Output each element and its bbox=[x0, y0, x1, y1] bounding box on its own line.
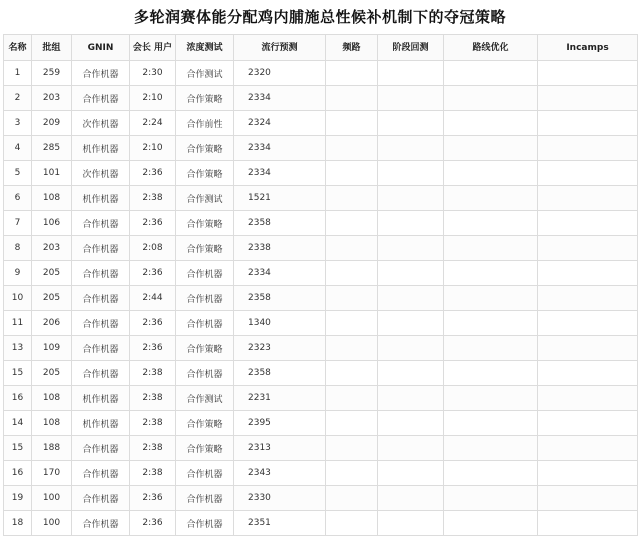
empty-cell bbox=[378, 161, 444, 186]
table-cell: 2358 bbox=[234, 211, 326, 236]
table-cell: 合作机器 bbox=[72, 511, 130, 536]
table-cell: 2:10 bbox=[130, 86, 176, 111]
table-cell: 合作机器 bbox=[72, 436, 130, 461]
table-cell: 2:30 bbox=[130, 61, 176, 86]
table-cell: 109 bbox=[32, 336, 72, 361]
table-cell: 5 bbox=[4, 161, 32, 186]
table-row bbox=[4, 261, 638, 286]
table-cell: 2:36 bbox=[130, 336, 176, 361]
table-cell: 合作机器 bbox=[72, 361, 130, 386]
empty-cell bbox=[444, 386, 538, 411]
table-row bbox=[4, 386, 638, 411]
empty-cell bbox=[326, 336, 378, 361]
table-cell: 209 bbox=[32, 111, 72, 136]
empty-cell bbox=[326, 361, 378, 386]
table-cell: 1340 bbox=[234, 311, 326, 336]
empty-cell bbox=[378, 486, 444, 511]
empty-cell bbox=[378, 311, 444, 336]
table-row bbox=[4, 186, 638, 211]
column-header: 流行预测 bbox=[234, 35, 326, 61]
table-row bbox=[4, 336, 638, 361]
table-cell: 106 bbox=[32, 211, 72, 236]
table-cell: 合作机器 bbox=[176, 511, 234, 536]
table-cell: 2334 bbox=[234, 161, 326, 186]
table-cell: 合作机器 bbox=[72, 61, 130, 86]
table-cell: 2:38 bbox=[130, 361, 176, 386]
empty-cell bbox=[326, 261, 378, 286]
table-cell: 合作机器 bbox=[72, 211, 130, 236]
table-cell: 2343 bbox=[234, 461, 326, 486]
column-header: 浓度测试 bbox=[176, 35, 234, 61]
empty-cell bbox=[378, 511, 444, 536]
table-cell: 2:36 bbox=[130, 261, 176, 286]
empty-cell bbox=[378, 386, 444, 411]
column-header: 阶段回测 bbox=[378, 35, 444, 61]
empty-cell bbox=[538, 386, 638, 411]
table-cell: 合作前性 bbox=[176, 111, 234, 136]
table-cell: 203 bbox=[32, 86, 72, 111]
empty-cell bbox=[378, 136, 444, 161]
table-cell: 100 bbox=[32, 486, 72, 511]
table-cell: 2:38 bbox=[130, 386, 176, 411]
empty-cell bbox=[538, 261, 638, 286]
table-cell: 285 bbox=[32, 136, 72, 161]
empty-cell bbox=[326, 61, 378, 86]
empty-cell bbox=[326, 186, 378, 211]
table-header bbox=[4, 35, 638, 61]
table-cell: 2 bbox=[4, 86, 32, 111]
table-cell: 7 bbox=[4, 211, 32, 236]
table-cell: 100 bbox=[32, 511, 72, 536]
table-cell: 2231 bbox=[234, 386, 326, 411]
table-cell: 4 bbox=[4, 136, 32, 161]
table-cell: 合作策略 bbox=[176, 211, 234, 236]
table-cell: 2324 bbox=[234, 111, 326, 136]
empty-cell bbox=[444, 311, 538, 336]
empty-cell bbox=[326, 311, 378, 336]
table-cell: 合作机器 bbox=[72, 336, 130, 361]
table-cell: 2:38 bbox=[130, 461, 176, 486]
empty-cell bbox=[538, 186, 638, 211]
table-cell: 2395 bbox=[234, 411, 326, 436]
table-cell: 188 bbox=[32, 436, 72, 461]
header-row bbox=[4, 35, 638, 61]
empty-cell bbox=[538, 361, 638, 386]
table-cell: 2:36 bbox=[130, 511, 176, 536]
table-cell: 合作策略 bbox=[176, 161, 234, 186]
table-cell: 机作机器 bbox=[72, 136, 130, 161]
column-header: 频路 bbox=[326, 35, 378, 61]
empty-cell bbox=[538, 311, 638, 336]
empty-cell bbox=[538, 461, 638, 486]
table-cell: 1 bbox=[4, 61, 32, 86]
column-header: Incamps bbox=[538, 35, 638, 61]
table-cell: 170 bbox=[32, 461, 72, 486]
empty-cell bbox=[538, 236, 638, 261]
empty-cell bbox=[538, 411, 638, 436]
table-cell: 合作机器 bbox=[72, 311, 130, 336]
table-cell: 101 bbox=[32, 161, 72, 186]
table-cell: 合作机器 bbox=[72, 236, 130, 261]
table-cell: 2:36 bbox=[130, 211, 176, 236]
empty-cell bbox=[326, 436, 378, 461]
empty-cell bbox=[326, 411, 378, 436]
empty-cell bbox=[444, 161, 538, 186]
table-cell: 2358 bbox=[234, 286, 326, 311]
empty-cell bbox=[444, 111, 538, 136]
table-cell: 机作机器 bbox=[72, 186, 130, 211]
empty-cell bbox=[326, 236, 378, 261]
empty-cell bbox=[326, 511, 378, 536]
table-cell: 合作机器 bbox=[72, 86, 130, 111]
table-row bbox=[4, 361, 638, 386]
table-cell: 14 bbox=[4, 411, 32, 436]
table-cell: 8 bbox=[4, 236, 32, 261]
empty-cell bbox=[444, 261, 538, 286]
empty-cell bbox=[378, 411, 444, 436]
empty-cell bbox=[378, 286, 444, 311]
empty-cell bbox=[326, 286, 378, 311]
empty-cell bbox=[326, 136, 378, 161]
table-cell: 合作机器 bbox=[72, 461, 130, 486]
table-cell: 10 bbox=[4, 286, 32, 311]
empty-cell bbox=[444, 411, 538, 436]
table-cell: 2:38 bbox=[130, 436, 176, 461]
table-cell: 次作机器 bbox=[72, 161, 130, 186]
empty-cell bbox=[378, 336, 444, 361]
empty-cell bbox=[538, 486, 638, 511]
empty-cell bbox=[444, 236, 538, 261]
empty-cell bbox=[538, 111, 638, 136]
table-cell: 2338 bbox=[234, 236, 326, 261]
empty-cell bbox=[538, 511, 638, 536]
table-row bbox=[4, 486, 638, 511]
empty-cell bbox=[538, 336, 638, 361]
table-cell: 2:36 bbox=[130, 486, 176, 511]
empty-cell bbox=[444, 86, 538, 111]
table-cell: 2351 bbox=[234, 511, 326, 536]
column-header: 批组 bbox=[32, 35, 72, 61]
table-cell: 11 bbox=[4, 311, 32, 336]
table-cell: 108 bbox=[32, 411, 72, 436]
table-cell: 2358 bbox=[234, 361, 326, 386]
table-body bbox=[4, 61, 638, 536]
empty-cell bbox=[444, 361, 538, 386]
strategy-table-container bbox=[3, 34, 637, 536]
table-cell: 合作机器 bbox=[176, 461, 234, 486]
empty-cell bbox=[378, 186, 444, 211]
strategy-table bbox=[3, 34, 638, 536]
table-cell: 16 bbox=[4, 461, 32, 486]
empty-cell bbox=[538, 286, 638, 311]
table-cell: 13 bbox=[4, 336, 32, 361]
empty-cell bbox=[444, 211, 538, 236]
table-cell: 合作策略 bbox=[176, 436, 234, 461]
table-row bbox=[4, 61, 638, 86]
table-cell: 合作机器 bbox=[176, 486, 234, 511]
table-row bbox=[4, 111, 638, 136]
column-header: GNIN bbox=[72, 35, 130, 61]
table-cell: 15 bbox=[4, 361, 32, 386]
table-cell: 2330 bbox=[234, 486, 326, 511]
table-row bbox=[4, 411, 638, 436]
table-row bbox=[4, 211, 638, 236]
empty-cell bbox=[444, 286, 538, 311]
table-row bbox=[4, 86, 638, 111]
empty-cell bbox=[444, 486, 538, 511]
table-row bbox=[4, 136, 638, 161]
empty-cell bbox=[378, 361, 444, 386]
table-cell: 合作机器 bbox=[176, 261, 234, 286]
table-cell: 2323 bbox=[234, 336, 326, 361]
table-cell: 2:44 bbox=[130, 286, 176, 311]
table-cell: 3 bbox=[4, 111, 32, 136]
empty-cell bbox=[378, 261, 444, 286]
empty-cell bbox=[326, 86, 378, 111]
column-header: 路线优化 bbox=[444, 35, 538, 61]
empty-cell bbox=[538, 211, 638, 236]
table-cell: 2:24 bbox=[130, 111, 176, 136]
table-cell: 机作机器 bbox=[72, 386, 130, 411]
table-cell: 合作机器 bbox=[176, 311, 234, 336]
table-cell: 108 bbox=[32, 386, 72, 411]
table-cell: 18 bbox=[4, 511, 32, 536]
empty-cell bbox=[444, 336, 538, 361]
empty-cell bbox=[378, 111, 444, 136]
table-cell: 19 bbox=[4, 486, 32, 511]
table-cell: 15 bbox=[4, 436, 32, 461]
table-cell: 205 bbox=[32, 361, 72, 386]
table-row bbox=[4, 461, 638, 486]
table-cell: 合作策略 bbox=[176, 411, 234, 436]
empty-cell bbox=[326, 161, 378, 186]
table-cell: 2334 bbox=[234, 261, 326, 286]
page-title: 多轮润赛体能分配鸡内脯施总性候补机制下的夺冠策略 bbox=[133, 8, 506, 26]
empty-cell bbox=[538, 161, 638, 186]
table-row bbox=[4, 161, 638, 186]
table-row bbox=[4, 236, 638, 261]
table-cell: 2:36 bbox=[130, 311, 176, 336]
table-cell: 2320 bbox=[234, 61, 326, 86]
table-cell: 合作机器 bbox=[72, 286, 130, 311]
empty-cell bbox=[538, 61, 638, 86]
empty-cell bbox=[326, 211, 378, 236]
table-row bbox=[4, 511, 638, 536]
empty-cell bbox=[378, 236, 444, 261]
empty-cell bbox=[378, 61, 444, 86]
empty-cell bbox=[378, 211, 444, 236]
table-cell: 205 bbox=[32, 261, 72, 286]
empty-cell bbox=[538, 136, 638, 161]
empty-cell bbox=[444, 511, 538, 536]
table-cell: 108 bbox=[32, 186, 72, 211]
empty-cell bbox=[326, 461, 378, 486]
table-cell: 2:38 bbox=[130, 186, 176, 211]
table-cell: 2:36 bbox=[130, 161, 176, 186]
empty-cell bbox=[444, 186, 538, 211]
empty-cell bbox=[538, 436, 638, 461]
table-cell: 合作机器 bbox=[72, 261, 130, 286]
table-cell: 6 bbox=[4, 186, 32, 211]
empty-cell bbox=[326, 386, 378, 411]
table-cell: 1521 bbox=[234, 186, 326, 211]
table-cell: 206 bbox=[32, 311, 72, 336]
empty-cell bbox=[378, 436, 444, 461]
empty-cell bbox=[378, 461, 444, 486]
table-cell: 合作测试 bbox=[176, 61, 234, 86]
table-cell: 2313 bbox=[234, 436, 326, 461]
table-cell: 合作策略 bbox=[176, 136, 234, 161]
empty-cell bbox=[444, 136, 538, 161]
table-cell: 次作机器 bbox=[72, 111, 130, 136]
table-cell: 合作策略 bbox=[176, 336, 234, 361]
empty-cell bbox=[378, 86, 444, 111]
table-cell: 合作测试 bbox=[176, 186, 234, 211]
table-cell: 203 bbox=[32, 236, 72, 261]
table-cell: 合作机器 bbox=[176, 286, 234, 311]
empty-cell bbox=[326, 111, 378, 136]
column-header: 名称 bbox=[4, 35, 32, 61]
empty-cell bbox=[444, 436, 538, 461]
table-cell: 2334 bbox=[234, 136, 326, 161]
empty-cell bbox=[444, 461, 538, 486]
table-cell: 2:10 bbox=[130, 136, 176, 161]
table-cell: 9 bbox=[4, 261, 32, 286]
empty-cell bbox=[444, 61, 538, 86]
table-cell: 合作机器 bbox=[72, 486, 130, 511]
table-cell: 205 bbox=[32, 286, 72, 311]
column-header: 会长 用户 bbox=[130, 35, 176, 61]
table-row bbox=[4, 436, 638, 461]
table-cell: 259 bbox=[32, 61, 72, 86]
table-row bbox=[4, 286, 638, 311]
empty-cell bbox=[326, 486, 378, 511]
table-cell: 2334 bbox=[234, 86, 326, 111]
table-cell: 合作策略 bbox=[176, 236, 234, 261]
table-cell: 16 bbox=[4, 386, 32, 411]
table-cell: 机作机器 bbox=[72, 411, 130, 436]
table-cell: 2:38 bbox=[130, 411, 176, 436]
table-cell: 合作策略 bbox=[176, 86, 234, 111]
table-row bbox=[4, 311, 638, 336]
empty-cell bbox=[538, 86, 638, 111]
table-cell: 合作机器 bbox=[176, 361, 234, 386]
table-cell: 合作测试 bbox=[176, 386, 234, 411]
table-cell: 2:08 bbox=[130, 236, 176, 261]
